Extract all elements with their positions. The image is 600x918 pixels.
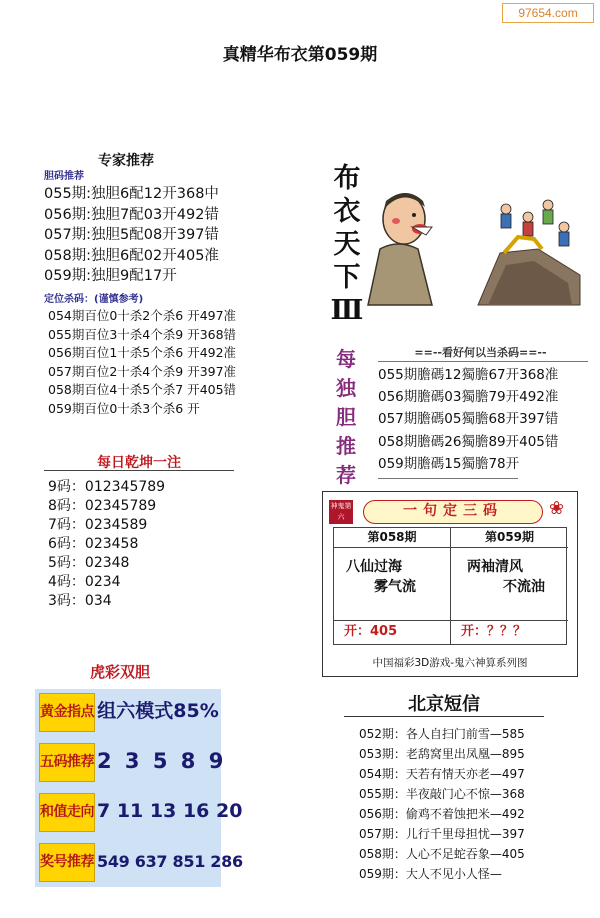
list-item: 9码：012345789 xyxy=(48,479,166,495)
list-item: 8码：02345789 xyxy=(48,498,157,514)
divider xyxy=(378,478,518,479)
qiankun-list xyxy=(48,478,165,611)
list-item: 054期：天若有情天亦老—497 xyxy=(359,767,525,781)
row-label: 五码推荐 xyxy=(39,743,95,782)
tiger-title: 虎彩双胆 xyxy=(90,663,151,681)
right-column xyxy=(451,528,568,644)
cartoon-illustration xyxy=(328,157,580,305)
open-result: 开：405 xyxy=(334,620,450,644)
list-item: 3码：034 xyxy=(48,593,112,609)
list-item: 054期百位0十杀2个杀6 开497准 xyxy=(48,308,237,323)
row-label: 和值走向 xyxy=(39,793,95,832)
list-item: 058期膽碼26獨膽89开405错 xyxy=(378,433,559,450)
list-item: 056期：偷鸡不着蚀把米—492 xyxy=(359,807,525,821)
phrase-line: 八仙过海 xyxy=(346,559,402,575)
list-item: 059期百位0十杀3个杀6 开 xyxy=(48,400,200,416)
row-value: 组六模式85% xyxy=(97,700,219,722)
list-item: 058期:独胆6配02开405准 xyxy=(44,247,219,264)
list-item: 4码：0234 xyxy=(48,574,121,590)
tiger-row xyxy=(35,689,221,736)
page-title: 真精华布衣第059期 xyxy=(222,45,378,65)
pos-list xyxy=(48,307,308,419)
beijing-title: 北京短信 xyxy=(408,694,480,715)
row-label: 奖号推荐 xyxy=(39,843,95,882)
list-item: 053期：老鸹窝里出凤凰—895 xyxy=(359,747,525,761)
site-watermark: 97654.com xyxy=(502,3,594,23)
period-label: 第059期 xyxy=(451,528,568,548)
list-item: 056期百位1十杀5个杀6 开492准 xyxy=(48,345,237,361)
one-sentence-table xyxy=(333,527,567,645)
list-item: 055期百位3十杀4个杀9 开368错 xyxy=(48,326,237,342)
phrase-line: 不流油 xyxy=(503,579,545,595)
logo-icon: ❀ xyxy=(549,498,565,519)
list-item: 058期：人心不足蛇吞象—405 xyxy=(359,847,525,861)
list-item: 057期:独胆5配08开397错 xyxy=(44,227,219,243)
list-item: 6码：023458 xyxy=(48,536,139,552)
list-item: 055期:独胆6配12开368中 xyxy=(44,186,219,202)
phrase-line: 两袖清风 xyxy=(467,559,523,575)
row-value: 549 637 851 286 xyxy=(97,852,243,871)
dan-label: 胆码推荐 xyxy=(44,171,84,182)
daily-pick-heading: ==--看好何以当杀码==-- xyxy=(414,346,547,359)
list-item: 059期:独胆9配17开 xyxy=(44,268,177,284)
tiger-row xyxy=(35,739,227,786)
row-label: 黄金指点 xyxy=(39,693,95,732)
open-result: 开：？？？ xyxy=(451,620,568,644)
one-sentence-heading: 一句定三码 xyxy=(363,500,543,524)
badge: 神鬼第六 xyxy=(329,500,353,524)
panel-caption: 中国福彩3D游戏-鬼六神算系列图 xyxy=(372,657,528,669)
list-item: 7码：0234589 xyxy=(48,517,148,533)
list-item: 058期百位4十杀5个杀7 开405错 xyxy=(48,382,237,398)
dan-list xyxy=(44,184,294,287)
qiankun-title: 每日乾坤一注 xyxy=(97,455,181,471)
row-value: 2 3 5 8 9 xyxy=(97,749,227,773)
list-item: 5码：02348 xyxy=(48,555,130,571)
list-item: 056期:独胆7配03开492错 xyxy=(44,206,219,223)
period-label: 第058期 xyxy=(334,528,450,548)
daily-pick-list xyxy=(378,361,588,475)
tiger-row xyxy=(35,839,243,886)
list-item: 055期膽碼12獨膽67开368准 xyxy=(378,367,559,383)
beijing-list xyxy=(359,724,525,884)
list-item: 057期百位2十杀4个杀9 开397准 xyxy=(48,363,237,379)
divider xyxy=(44,470,234,471)
tiger-row xyxy=(35,789,243,836)
row-value: 7 11 13 16 20 xyxy=(97,800,243,822)
list-item: 059期：大人不见小人怪— xyxy=(359,867,502,881)
daily-pick-side-title: 每 独 胆 推 荐 xyxy=(336,347,356,487)
list-item: 055期：半夜敲门心不惊—368 xyxy=(359,787,525,801)
divider xyxy=(344,716,544,717)
list-item: 057期：儿行千里母担忧—397 xyxy=(359,827,525,841)
phrase-line: 雾气流 xyxy=(374,579,416,595)
list-item: 059期膽碼15獨膽78开 xyxy=(378,455,520,472)
list-item: 057期膽碼05獨膽68开397错 xyxy=(378,411,559,428)
list-item: 052期：各人自扫门前雪—585 xyxy=(359,727,525,741)
cartoon-title: 布衣天下Ⅲ xyxy=(330,163,364,326)
one-sentence-panel xyxy=(322,491,578,677)
pos-label: 定位杀码：(谨慎参考) xyxy=(44,294,144,305)
tiger-panel xyxy=(35,689,243,887)
left-column xyxy=(334,528,451,644)
list-item: 056期膽碼03獨膽79开492准 xyxy=(378,389,559,406)
expert-heading: 专家推荐 xyxy=(98,153,154,169)
